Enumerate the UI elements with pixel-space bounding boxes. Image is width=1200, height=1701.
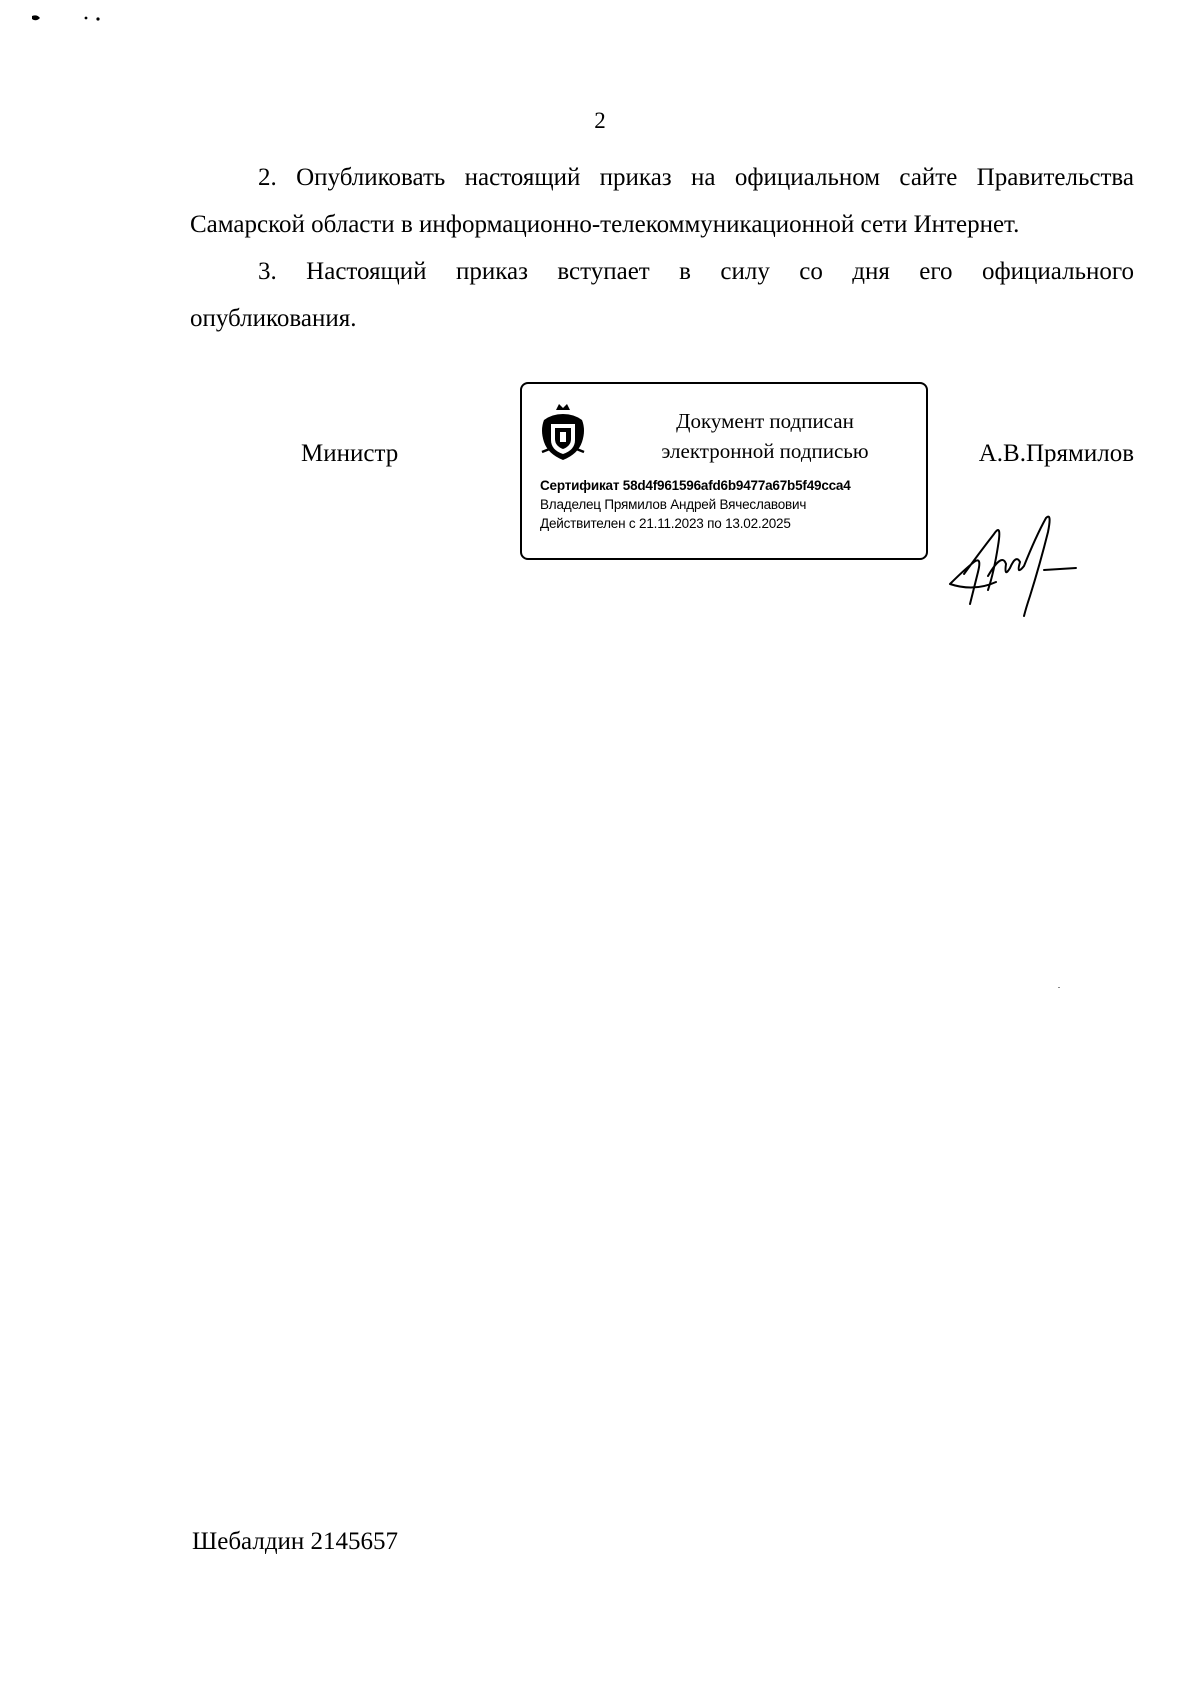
- page-number: 2: [594, 108, 606, 133]
- paragraph-text: 2. Опубликовать настоящий приказ на официальном сайте Правительства: [258, 164, 1134, 191]
- scan-speck: [1058, 987, 1060, 988]
- stamp-validity: Действителен с 21.11.2023 по 13.02.2025: [540, 516, 791, 531]
- signer-name: А.В.Прямилов: [978, 440, 1134, 467]
- stamp-details: [540, 476, 851, 533]
- paragraph-publish-order: [190, 154, 1134, 248]
- paragraph-line: Самарской области в информационно-телекоммуникационной сети Интернет.: [190, 211, 1020, 238]
- stamp-title-line: электронной подписью: [661, 439, 869, 463]
- paragraph-line: [190, 248, 1134, 295]
- executor-info: Шебалдин 2145657: [192, 1528, 399, 1555]
- stamp-title-line: Документ подписан: [676, 409, 854, 433]
- stamp-certificate: Сертификат 58d4f961596afd6b9477a67b5f49cca4: [540, 478, 851, 493]
- coat-of-arms-icon: [538, 402, 588, 462]
- electronic-signature-stamp: [520, 382, 928, 560]
- stamp-owner: Владелец Прямилов Андрей Вячеславович: [540, 497, 807, 512]
- handwritten-signature: [944, 512, 1084, 622]
- paragraph-line: [190, 154, 1134, 201]
- stamp-title: [630, 406, 900, 466]
- paragraph-line: опубликования.: [190, 305, 357, 332]
- paragraph-entry-into-force: [190, 248, 1134, 342]
- paragraph-text: 3. Настоящий приказ вступает в силу со дня его официального: [258, 258, 1134, 285]
- scan-artifact-marks: [28, 10, 118, 26]
- signer-position: Министр: [301, 440, 399, 467]
